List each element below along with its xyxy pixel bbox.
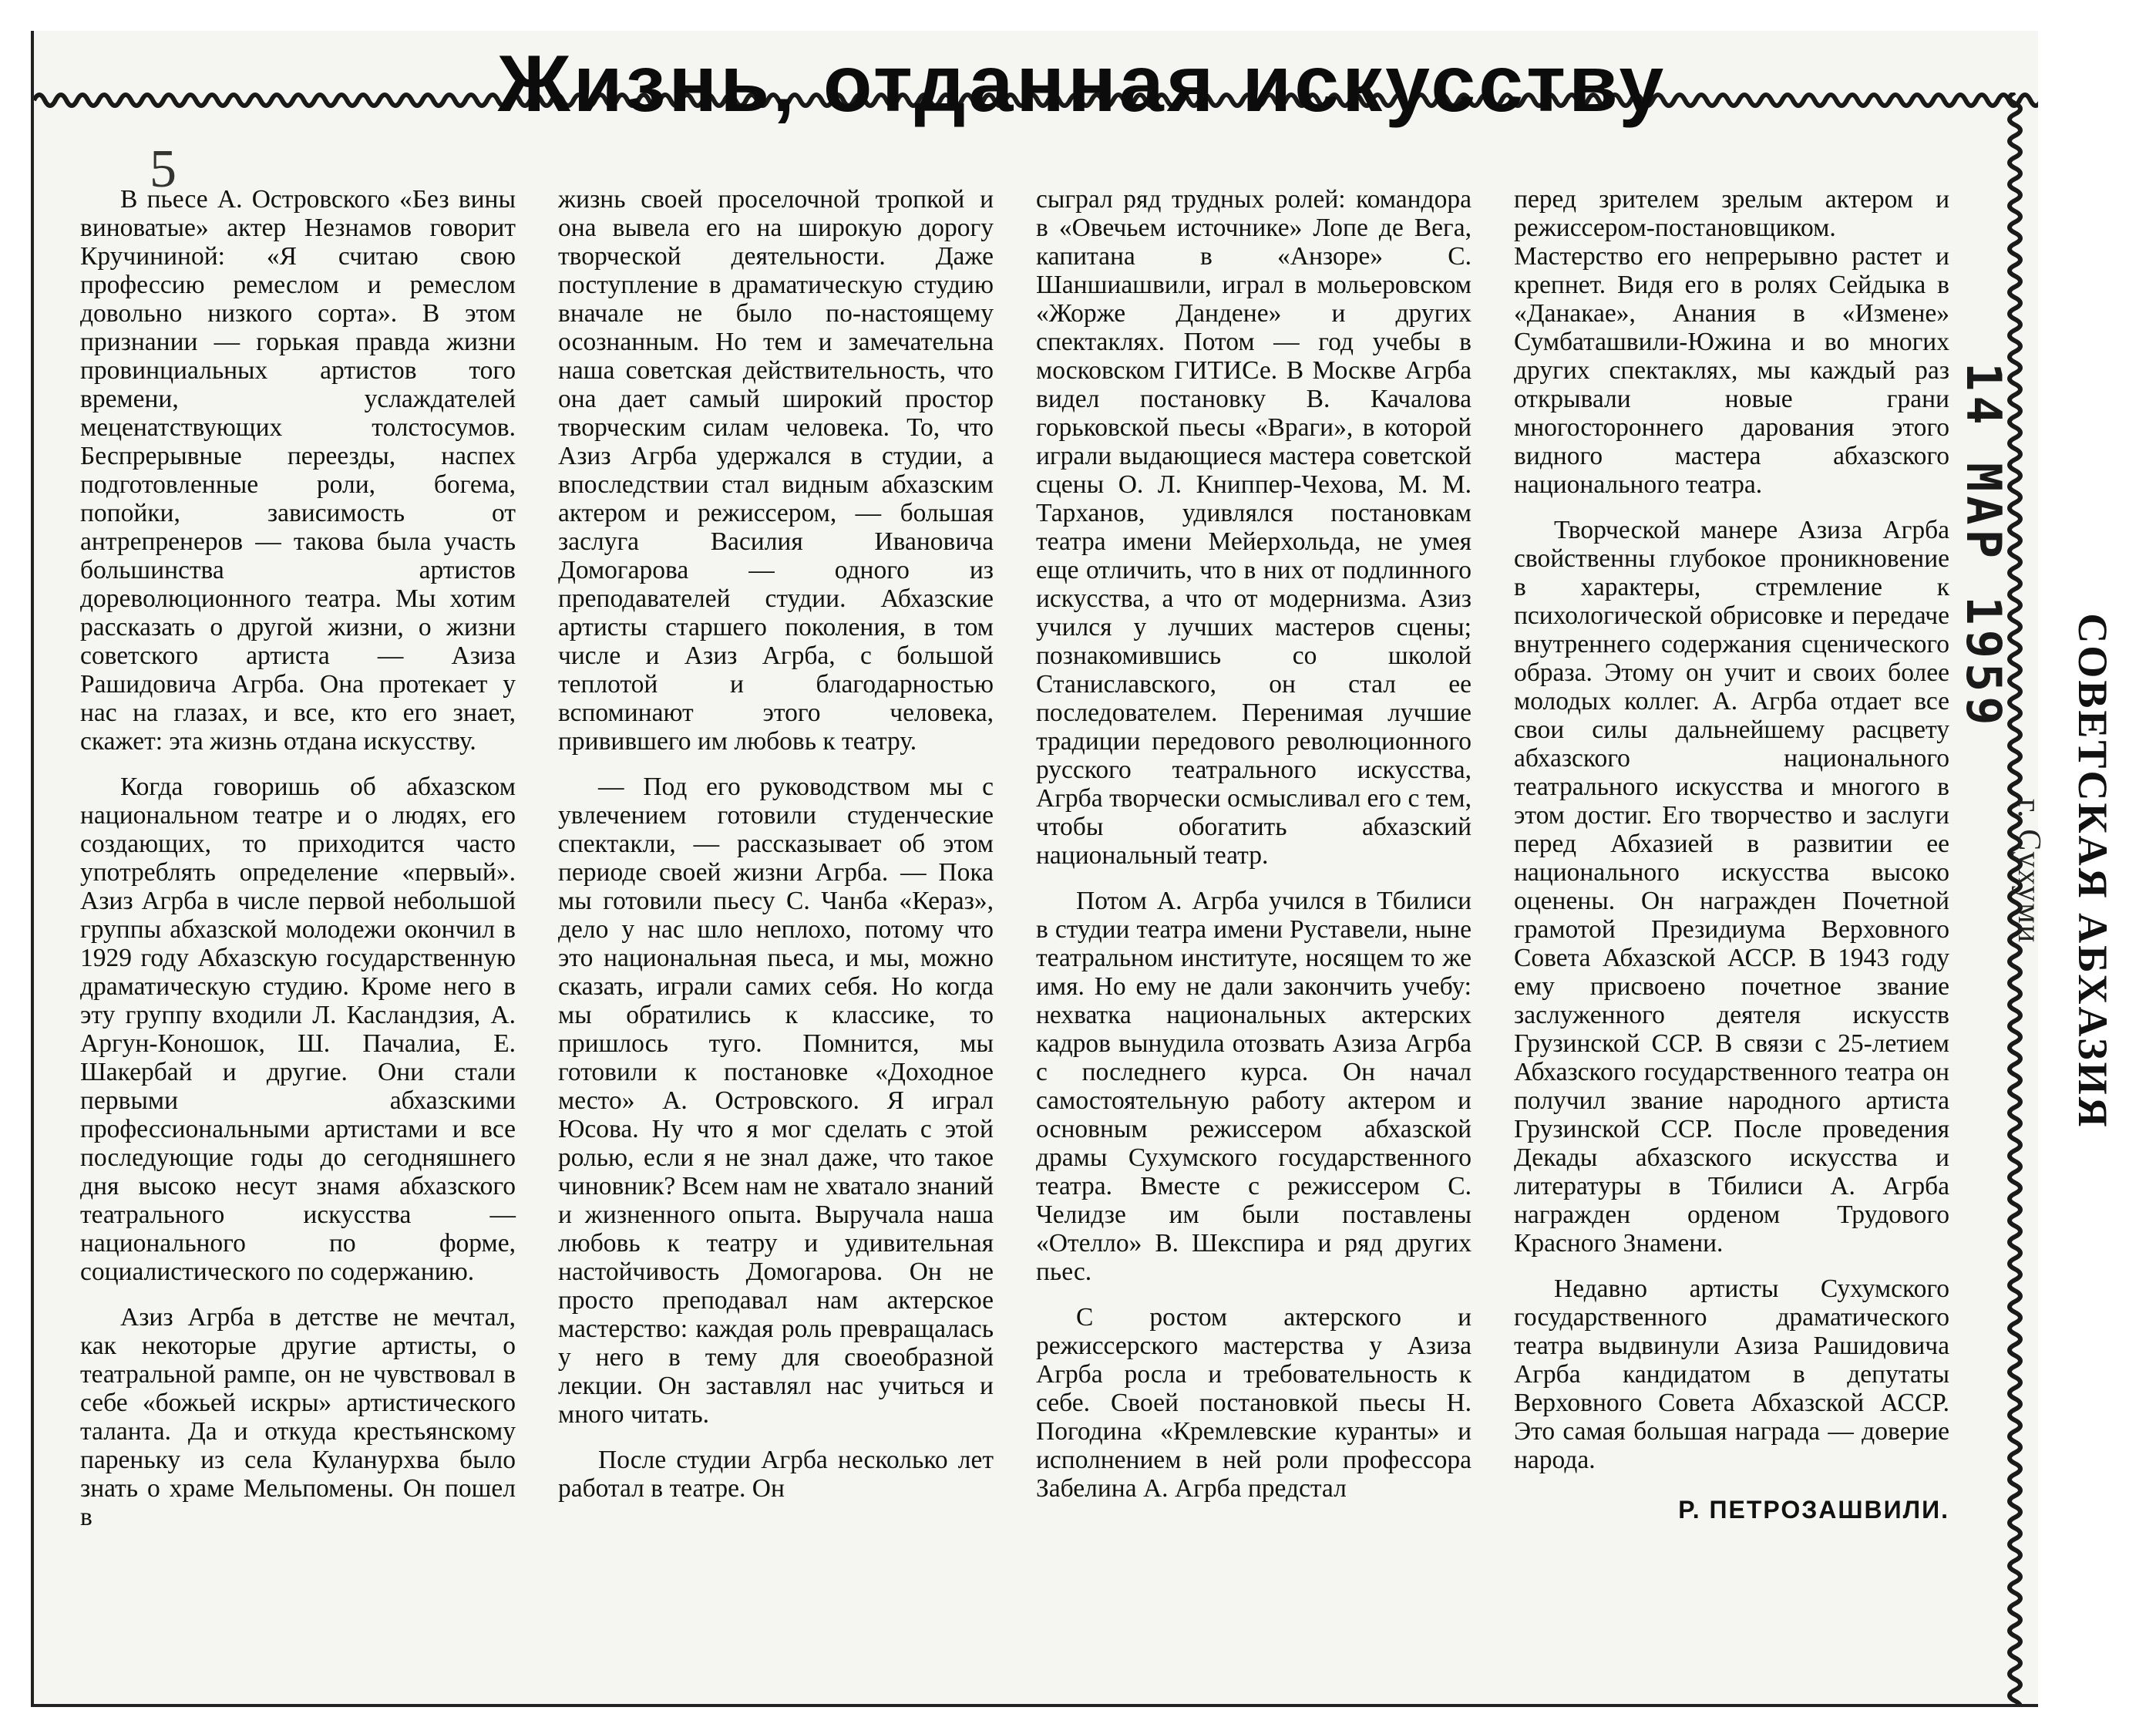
newspaper-source-label: СОВЕТСКАЯ АБХАЗИЯ [2070, 613, 2116, 1130]
newspaper-clipping [31, 31, 2038, 1707]
paragraph: Творческой манере Азиза Агрба свойственны глубокое проникновение в характеры, стремление к психологической обрисовке и передаче внутреннего содержания сценического образа. Этому он учит и своих более молодых коллег. А. Агрба отдает все свои силы дальнейшему расцвету абхазского национального театрального искусства и многого в этом достиг. Его творчество и заслуги перед Абхазией в развитии ее национального искусства высоко оценены. Он награжден Почетной грамотой Президиума Верховного Совета Абхазской АССР. В 1943 году ему присвоено почетное звание заслуженного деятеля искусств Грузинской ССР. В связи с 25-летием Абхазского государственного театра он получил звание народного артиста Грузинской ССР. После проведения Декады абхазского искусства и литературы в Тбилиси А. Агрба награжден орденом Трудового Красного Знамени. [1514, 516, 1949, 1258]
paragraph: В пьесе А. Островского «Без вины виноватые» актер Незнамов говорит Кручининой: «Я считаю свою профессию ремеслом и ремеслом довольно низкого сорта». В этом признании — горькая правда жизни провинциальных артистов того времени, услаждателей меценатствующих толстосумов. Беспрерывные переезды, наспех подготовленные роли, богема, попойки, зависимость от антрепренеров — такова была участь большинства артистов дореволюционного театра. Мы хотим рассказать о другой жизни, о жизни советского артиста — Азиза Рашидовича Агрба. Она протекает у нас на глазах, и все, кто его знает, скажет: эта жизнь отдана искусству. [80, 185, 516, 756]
author-signature: Р. ПЕТРОЗАШВИЛИ. [1678, 1496, 1949, 1524]
paragraph: — Под его руководством мы с увлечением готовили студенческие спектакли, — рассказывает об этом периоде своей жизни Агрба. — Пока мы готовили пьесу С. Чанба «Кераз», дело у нас шло неплохо, потому что это национальная пьеса, и мы, можно сказать, играли самих себя. Но когда мы обратились к классике, то пришлось туго. Помнится, мы готовили к постановке «Доходное место» А. Островского. Я играл Юсова. Ну что я мог сделать с этой ролью, если я не знал даже, что такое чиновник? Всем нам не хватало знаний и жизненного опыта. Выручала наша любовь к театру и удивительная настойчивость Домогарова. Он не просто преподавал нам актерское мастерство: каждая роль превращалась у него в тему для своеобразной лекции. Он заставлял нас учиться и много читать. [558, 773, 994, 1429]
date-stamp: 14 МАР 1959 [1956, 362, 2012, 730]
pencil-mark: 5 [150, 140, 177, 199]
article-column-2 [558, 185, 994, 1503]
paragraph: После студии Агрба несколько лет работал в театре. Он [558, 1446, 994, 1503]
paragraph: перед зрителем зрелым актером и режиссером-постановщиком. Мастерство его непрерывно растет и крепнет. Видя его в ролях Сейдыка в «Данакае», Анания в «Измене» Сумбаташвили-Южина и во многих других спектаклях, мы каждый раз открывали новые грани многостороннего дарования этого видного мастера абхазского национального театра. [1514, 185, 1949, 499]
paragraph: жизнь своей проселочной тропкой и она вывела его на широкую дорогу творческой деятельности. Даже поступление в драматическую студию вначале не было по-настоящему осознанным. Но тем и замечательна наша советская действительность, что она дает самый широкий простор творческим силам человека. То, что Азиз Агрба удержался в студии, а впоследствии стал видным абхазским актером и режиссером, — большая заслуга Василия Ивановича Домогарова — одного из преподавателей студии. Абхазские артисты старшего поколения, в том числе и Азиз Агрба, с большой теплотой и благодарностью вспоминают этого человека, привившего им любовь к театру. [558, 185, 994, 756]
paragraph: Когда говоришь об абхазском национальном театре и о людях, его создающих, то приходится часто употреблять определение «первый». Азиз Агрба в числе первой небольшой группы абхазской молодежи окончил в 1929 году Абхазскую государственную драматическую студию. Кроме него в эту группу входили Л. Касландзия, А. Аргун-Коношок, Ш. Пачалиа, Е. Шакербай и другие. Они стали первыми абхазскими профессиональными артистами и все последующие годы до сегодняшнего дня высоко несут знамя абхазского театрального искусства — национального по форме, социалистического по содержанию. [80, 773, 516, 1286]
paragraph: Недавно артисты Сухумского государственного драматического театра выдвинули Азиза Рашидовича Агрба кандидатом в депутаты Верховного Совета Абхазской АССР. Это самая большая награда — доверие народа. [1514, 1274, 1949, 1474]
paragraph: Потом А. Агрба учился в Тбилиси в студии театра имени Руставели, ныне театральном институте, носящем то же имя. Но ему не дали закончить учебу: нехватка национальных актерских кадров вынудила отозвать Азиза Агрба с последнего курса. Он начал самостоятельную работу актером и основным режиссером абхазской драмы Сухумского государственного театра. Вместе с режиссером С. Челидзе им были поставлены «Отелло» В. Шекспира и ряд других пьес. [1036, 887, 1472, 1286]
article-column-3 [1036, 185, 1472, 1503]
paragraph: сыграл ряд трудных ролей: командора в «Овечьем источнике» Лопе де Вега, капитана в «Анзоре» С. Шаншиашвили, играл в мольеровском «Жорже Дандене» и других спектаклях. Потом — год учебы в московском ГИТИСе. В Москве Агрба видел постановку В. Качалова горьковской пьесы «Враги», в которой играли выдающиеся мастера советской сцены О. Л. Книппер-Чехова, М. М. Тарханов, удивлялся постановкам театра имени Мейерхольда, не умея еще отличить, что в них от подлинного искусства, а что от модернизма. Азиз учился у лучших мастеров сцены; познакомившись со школой Станиславского, он стал ее последователем. Перенимая лучшие традиции передового революционного русского театрального искусства, Агрба творчески осмысливал его с тем, чтобы обогатить абхазский национальный театр. [1036, 185, 1472, 870]
article-column-4 [1514, 185, 1949, 1524]
article-column-1 [80, 185, 516, 1531]
paragraph: С ростом актерского и режиссерского мастерства у Азиза Агрба росла и требовательность к себе. Своей постановкой пьесы Н. Погодина «Кремлевские куранты» и исполнением в ней роли профессора Забелина А. Агрба предстал [1036, 1303, 1472, 1503]
article-title: Жизнь, отданная искусству [497, 39, 1667, 129]
city-label: г. Сухуми [2011, 798, 2047, 944]
paragraph: Азиз Агрба в детстве не мечтал, как некоторые другие артисты, о театральной рампе, он не чувствовал в себе «божьей искры» артистического таланта. Да и откуда крестьянскому пареньку из села Куланурхва было знать о храме Мельпомены. Он пошел в [80, 1303, 516, 1531]
